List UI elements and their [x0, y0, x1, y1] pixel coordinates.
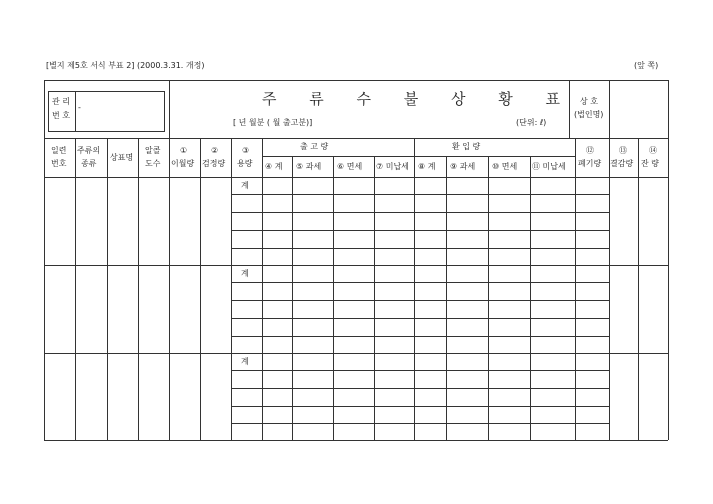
unit-label: (단위: ℓ)	[516, 118, 547, 127]
management-number-label-2: 번 호	[52, 111, 70, 120]
col-ret-taxable: ⑨ 과세	[450, 162, 476, 171]
form-reference: [별지 제5호 서식 부표 2] (2000.3.31. 개정)	[46, 61, 205, 70]
col-ship-total: ④ 계	[265, 162, 283, 171]
management-number-label-1: 관 리	[52, 97, 70, 106]
front-side-label: (앞 쪽)	[634, 61, 659, 70]
company-label-1: 상 호	[580, 97, 598, 106]
col-ret-exempt: ⑩ 면세	[492, 162, 518, 171]
col-ret-unpaid: ⑪ 미납세	[532, 162, 566, 171]
group2-total-label: 계	[241, 269, 249, 278]
col-usage-num: ③	[242, 146, 250, 155]
col-liquor-type-1: 주류의	[77, 146, 101, 155]
company-label-2: (법인명)	[574, 110, 604, 119]
col-inspection-num: ②	[211, 146, 219, 155]
col-ship-unpaid: ⑦ 미납세	[376, 162, 409, 171]
col-carryover-num: ①	[180, 146, 188, 155]
col-inspection: 검정량	[202, 159, 226, 168]
col-balance: 잔 량	[641, 159, 659, 168]
col-ret-total: ⑧ 계	[418, 162, 436, 171]
col-brand: 상표명	[110, 153, 134, 162]
col-usage: 용량	[237, 159, 253, 168]
col-liquor-type-2: 종류	[81, 159, 97, 168]
col-disposal: 폐기량	[578, 159, 602, 168]
col-alcohol-2: 도수	[145, 159, 161, 168]
form-title: 주 류 수 불 상 황 표	[262, 90, 575, 108]
group3-total-label: 계	[241, 357, 249, 366]
management-number-dash: -	[78, 103, 81, 112]
col-disposal-num: ⑫	[586, 146, 594, 155]
reporting-period: [ 년 월분 ( 월 출고분)]	[233, 118, 313, 127]
col-loss: 결감량	[610, 159, 634, 168]
col-ship-exempt: ⑥ 면세	[337, 162, 363, 171]
col-serial-1: 일련	[51, 146, 67, 155]
col-carryover: 이월량	[171, 159, 195, 168]
col-serial-2: 번호	[51, 159, 67, 168]
col-return-group: 환 입 량	[452, 142, 481, 151]
col-alcohol-1: 알콜	[145, 146, 161, 155]
col-loss-num: ⑬	[619, 146, 627, 155]
col-shipment-group: 출 고 량	[300, 142, 329, 151]
group1-total-label: 계	[241, 181, 249, 190]
col-ship-taxable: ⑤ 과세	[296, 162, 322, 171]
col-balance-num: ⑭	[649, 146, 657, 155]
